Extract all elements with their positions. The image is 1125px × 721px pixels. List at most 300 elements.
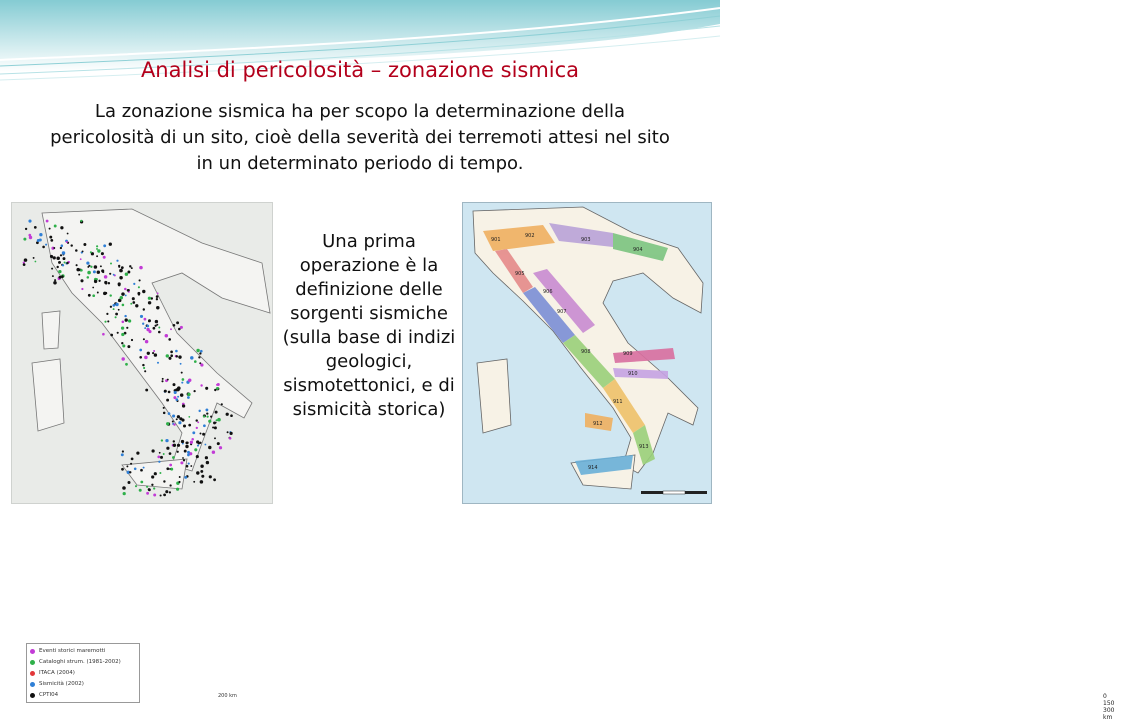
legend-item bbox=[30, 646, 136, 657]
event-dot bbox=[131, 267, 133, 269]
event-dot bbox=[118, 266, 120, 268]
event-dot bbox=[107, 320, 109, 322]
event-dot bbox=[194, 448, 197, 451]
event-dot bbox=[153, 350, 155, 352]
event-dot bbox=[50, 255, 53, 258]
event-dot bbox=[135, 485, 137, 487]
event-dot bbox=[156, 298, 158, 300]
event-dot bbox=[226, 413, 229, 416]
event-dot bbox=[196, 471, 199, 474]
event-dot bbox=[103, 256, 106, 259]
event-dot bbox=[148, 320, 150, 322]
event-dot bbox=[186, 465, 189, 468]
event-dot bbox=[128, 319, 131, 322]
event-dot bbox=[158, 327, 160, 329]
event-dot bbox=[37, 239, 40, 242]
event-dot bbox=[62, 264, 64, 266]
zones-scale-labels bbox=[1103, 693, 1125, 721]
event-dot bbox=[174, 391, 177, 394]
event-dot bbox=[61, 244, 64, 247]
slide-title: Analisi di pericolosità – zonazione sismica bbox=[140, 58, 580, 82]
event-dot bbox=[139, 356, 142, 359]
event-dot bbox=[203, 415, 205, 417]
event-dot bbox=[146, 325, 149, 328]
event-dot bbox=[82, 250, 84, 252]
event-dot bbox=[148, 301, 151, 304]
zone-label: 912 bbox=[593, 421, 603, 427]
event-dot bbox=[181, 372, 183, 374]
event-dot bbox=[198, 442, 200, 444]
zone-label: 910 bbox=[628, 371, 638, 377]
event-dot bbox=[117, 332, 119, 334]
event-dot bbox=[182, 404, 185, 407]
event-dot bbox=[166, 354, 169, 357]
event-dot bbox=[166, 447, 169, 450]
event-dot bbox=[229, 437, 232, 440]
legend-item bbox=[30, 668, 136, 679]
event-dot bbox=[64, 261, 66, 263]
zone-label: 902 bbox=[525, 233, 535, 239]
event-dot bbox=[214, 389, 216, 391]
event-dot bbox=[143, 367, 145, 369]
event-dot bbox=[122, 450, 124, 452]
event-dot bbox=[178, 421, 181, 424]
event-dot bbox=[81, 288, 83, 290]
event-dot bbox=[121, 266, 124, 269]
event-dot bbox=[178, 355, 181, 358]
event-dot bbox=[76, 264, 78, 266]
event-dot bbox=[180, 326, 183, 329]
event-dot bbox=[217, 418, 221, 422]
event-dot bbox=[154, 472, 157, 475]
event-dot bbox=[135, 304, 138, 307]
legend-swatch bbox=[30, 682, 35, 687]
event-dot bbox=[208, 420, 211, 423]
event-dot bbox=[25, 228, 27, 230]
event-dot bbox=[133, 283, 135, 285]
event-dot bbox=[115, 303, 118, 306]
event-dot bbox=[118, 282, 121, 285]
event-dot bbox=[205, 387, 208, 390]
event-dot bbox=[183, 459, 185, 461]
event-dot bbox=[163, 453, 165, 455]
event-dot bbox=[96, 245, 98, 247]
event-dot bbox=[229, 432, 232, 435]
event-dot bbox=[103, 292, 107, 296]
event-dot bbox=[173, 396, 176, 399]
event-dot bbox=[115, 313, 118, 316]
event-dot bbox=[169, 484, 171, 486]
event-dot bbox=[138, 286, 140, 288]
scale-tick: 150 bbox=[1103, 700, 1115, 707]
event-dot bbox=[80, 258, 82, 260]
event-dot bbox=[146, 492, 149, 495]
event-dot bbox=[192, 431, 195, 434]
event-dot bbox=[148, 330, 151, 333]
seismicity-map bbox=[11, 202, 273, 699]
event-dot bbox=[140, 481, 143, 484]
event-dot bbox=[93, 270, 96, 273]
event-dot bbox=[175, 350, 178, 353]
event-dot bbox=[168, 338, 171, 341]
event-dot bbox=[60, 247, 62, 249]
event-dot bbox=[96, 255, 98, 257]
event-dot bbox=[154, 353, 157, 356]
event-dot bbox=[172, 420, 174, 422]
event-dot bbox=[61, 275, 64, 278]
event-dot bbox=[170, 351, 173, 354]
event-dot bbox=[121, 342, 123, 344]
zone-label: 905 bbox=[515, 271, 525, 277]
event-dot bbox=[165, 334, 168, 337]
legend-label: Cataloghi strum. (1981-2002) bbox=[39, 659, 121, 665]
event-dot bbox=[103, 244, 106, 247]
event-dot bbox=[185, 445, 188, 448]
event-dot bbox=[33, 257, 35, 259]
event-dot bbox=[24, 258, 28, 262]
event-dot bbox=[168, 391, 171, 394]
legend-item bbox=[30, 690, 136, 701]
event-dot bbox=[106, 313, 108, 315]
event-dot bbox=[100, 265, 102, 267]
event-dot bbox=[188, 424, 191, 427]
event-dot bbox=[167, 379, 169, 381]
event-dot bbox=[209, 475, 212, 478]
event-dot bbox=[180, 363, 182, 365]
event-dot bbox=[190, 441, 193, 444]
event-dot bbox=[126, 327, 128, 329]
event-dot bbox=[109, 294, 111, 296]
event-dot bbox=[157, 292, 159, 294]
event-dot bbox=[66, 262, 69, 265]
event-dot bbox=[140, 315, 143, 318]
event-dot bbox=[166, 422, 169, 425]
event-dot bbox=[169, 452, 172, 455]
event-dot bbox=[158, 461, 160, 463]
event-dot bbox=[132, 301, 135, 304]
event-dot bbox=[165, 439, 168, 442]
event-dot bbox=[173, 444, 176, 447]
event-dot bbox=[131, 458, 134, 461]
event-dot bbox=[130, 303, 132, 305]
event-dot bbox=[148, 297, 151, 300]
event-dot bbox=[151, 475, 154, 478]
event-dot bbox=[144, 318, 147, 321]
event-dot bbox=[193, 481, 195, 483]
event-dot bbox=[122, 486, 126, 490]
event-dot bbox=[210, 416, 212, 418]
event-dot bbox=[136, 451, 139, 454]
event-dot bbox=[197, 445, 199, 447]
event-dot bbox=[58, 270, 61, 273]
event-dot bbox=[53, 281, 57, 285]
event-dot bbox=[181, 382, 183, 384]
event-dot bbox=[164, 390, 167, 393]
event-dot bbox=[121, 333, 124, 336]
event-dot bbox=[125, 294, 127, 296]
event-dot bbox=[156, 324, 158, 326]
event-dot bbox=[180, 393, 183, 396]
event-dot bbox=[200, 470, 203, 473]
event-dot bbox=[92, 287, 94, 289]
event-dot bbox=[83, 243, 86, 246]
event-dot bbox=[142, 323, 144, 325]
event-dot bbox=[138, 293, 140, 295]
event-dot bbox=[122, 321, 125, 324]
intro-paragraph: La zonazione sismica ha per scopo la determinazione della pericolosità di un sito, cioè della severità dei terremoti attesi nel sito in un determinato periodo di tempo. bbox=[50, 101, 670, 174]
event-dot bbox=[49, 236, 52, 239]
event-dot bbox=[104, 281, 107, 284]
event-dot bbox=[54, 225, 57, 228]
event-dot bbox=[102, 271, 104, 273]
event-dot bbox=[42, 246, 45, 249]
event-dot bbox=[215, 422, 217, 424]
event-dot bbox=[198, 356, 200, 358]
event-dot bbox=[148, 488, 151, 491]
event-dot bbox=[143, 338, 145, 340]
event-dot bbox=[92, 294, 95, 297]
event-dot bbox=[163, 407, 165, 409]
event-dot bbox=[187, 454, 190, 457]
event-dot bbox=[110, 334, 113, 337]
event-dot bbox=[187, 393, 190, 396]
event-dot bbox=[203, 424, 206, 427]
event-dot bbox=[216, 387, 219, 390]
event-dot bbox=[190, 465, 192, 467]
event-dot bbox=[153, 494, 156, 497]
event-dot bbox=[162, 378, 164, 380]
zone-label: 911 bbox=[613, 399, 623, 405]
event-dot bbox=[152, 352, 154, 354]
event-dot bbox=[78, 274, 80, 276]
event-dot bbox=[179, 476, 181, 478]
event-dot bbox=[166, 399, 169, 402]
zone-label: 903 bbox=[581, 237, 591, 243]
event-dot bbox=[122, 344, 125, 347]
event-dot bbox=[196, 349, 199, 352]
event-dot bbox=[206, 461, 209, 464]
event-dot bbox=[193, 390, 195, 392]
event-dot bbox=[121, 357, 124, 360]
zones-scale-bar bbox=[641, 491, 707, 494]
event-dot bbox=[139, 349, 142, 352]
event-dot bbox=[132, 297, 135, 300]
zone-label: 904 bbox=[633, 247, 643, 253]
seismic-zones-map bbox=[462, 202, 1115, 721]
map-legend bbox=[26, 643, 140, 703]
event-dot bbox=[23, 263, 26, 266]
event-dot bbox=[144, 327, 146, 329]
event-dot bbox=[52, 275, 54, 277]
sardinia-land bbox=[477, 359, 511, 433]
legend-swatch bbox=[30, 660, 35, 665]
event-dot bbox=[57, 266, 59, 268]
event-dot bbox=[208, 446, 211, 449]
event-dot bbox=[170, 468, 173, 471]
event-dot bbox=[173, 423, 175, 425]
event-dot bbox=[67, 233, 69, 235]
event-dot bbox=[59, 276, 62, 279]
event-dot bbox=[217, 383, 220, 386]
event-dot bbox=[166, 467, 169, 470]
event-dot bbox=[190, 356, 193, 359]
event-dot bbox=[119, 269, 123, 273]
zone-label: 914 bbox=[588, 465, 598, 471]
event-dot bbox=[153, 487, 155, 489]
event-dot bbox=[28, 234, 31, 237]
event-dot bbox=[96, 248, 98, 250]
event-dot bbox=[169, 491, 171, 493]
event-dot bbox=[160, 456, 163, 459]
event-dot bbox=[170, 355, 172, 357]
event-dot bbox=[187, 451, 190, 454]
event-dot bbox=[163, 480, 165, 482]
event-dot bbox=[101, 252, 104, 255]
event-dot bbox=[104, 321, 106, 323]
event-dot bbox=[90, 251, 92, 253]
event-dot bbox=[219, 446, 222, 449]
legend-label: Eventi storici maremotti bbox=[39, 648, 106, 654]
event-dot bbox=[28, 220, 31, 223]
event-dot bbox=[160, 494, 162, 496]
event-dot bbox=[35, 261, 37, 263]
event-dot bbox=[98, 280, 100, 282]
event-dot bbox=[182, 378, 185, 381]
event-dot bbox=[170, 328, 172, 330]
event-dot bbox=[173, 383, 176, 386]
event-dot bbox=[157, 456, 160, 459]
event-dot bbox=[60, 254, 62, 256]
event-dot bbox=[121, 468, 124, 471]
event-dot bbox=[109, 243, 112, 246]
event-dot bbox=[119, 276, 122, 279]
event-dot bbox=[80, 220, 82, 222]
event-dot bbox=[181, 440, 184, 443]
legend-label: Sismicità (2002) bbox=[39, 681, 84, 687]
event-dot bbox=[113, 274, 115, 276]
event-dot bbox=[212, 426, 214, 428]
event-dot bbox=[172, 456, 175, 459]
event-dot bbox=[212, 451, 215, 454]
italy-landmass bbox=[42, 209, 270, 471]
event-dot bbox=[46, 220, 49, 223]
event-dot bbox=[139, 489, 142, 492]
event-dot bbox=[161, 380, 163, 382]
event-dot bbox=[102, 333, 105, 336]
event-dot bbox=[140, 469, 143, 472]
event-dot bbox=[151, 484, 153, 486]
zone-label: 901 bbox=[491, 237, 501, 243]
event-dot bbox=[184, 450, 187, 453]
event-dot bbox=[194, 360, 197, 363]
event-dot bbox=[215, 411, 218, 414]
event-dot bbox=[173, 324, 176, 327]
event-dot bbox=[90, 266, 92, 268]
event-dot bbox=[129, 471, 131, 473]
event-dot bbox=[175, 388, 178, 391]
scale-tick: 300 km bbox=[1103, 707, 1115, 721]
event-dot bbox=[188, 379, 192, 383]
event-dot bbox=[191, 438, 194, 441]
event-dot bbox=[159, 452, 161, 454]
event-dot bbox=[23, 238, 26, 241]
event-dot bbox=[155, 320, 158, 323]
event-dot bbox=[131, 339, 133, 341]
legend-item bbox=[30, 657, 136, 668]
event-dot bbox=[125, 272, 128, 275]
legend-label: ITACA (2004) bbox=[39, 670, 75, 676]
legend-swatch bbox=[30, 671, 35, 676]
event-dot bbox=[94, 280, 97, 283]
event-dot bbox=[127, 289, 130, 292]
event-dot bbox=[146, 486, 148, 488]
event-dot bbox=[130, 463, 132, 465]
event-dot bbox=[124, 315, 126, 317]
scale-tick: 0 bbox=[1103, 693, 1107, 700]
zone-label: 909 bbox=[623, 351, 633, 357]
event-dot bbox=[178, 481, 180, 483]
event-dot bbox=[169, 464, 172, 467]
zone-label: 913 bbox=[639, 444, 649, 450]
event-dot bbox=[177, 396, 179, 398]
event-dot bbox=[182, 457, 184, 459]
event-dot bbox=[115, 316, 117, 318]
event-dot bbox=[66, 241, 68, 243]
event-dot bbox=[143, 308, 145, 310]
zones-map-graphic bbox=[463, 203, 711, 503]
event-dot bbox=[177, 415, 180, 418]
body-text: Una prima operazione è la definizione delle sorgenti sismiche (sulla base di indizi geologici, sismotettonici, e di sismicità storica) bbox=[282, 231, 456, 420]
corsica bbox=[42, 311, 60, 349]
event-dot bbox=[163, 412, 166, 415]
event-dot bbox=[201, 475, 204, 478]
event-dot bbox=[145, 340, 149, 344]
event-dot bbox=[144, 370, 146, 372]
event-dot bbox=[45, 244, 47, 246]
event-dot bbox=[50, 239, 53, 242]
event-dot bbox=[168, 412, 171, 415]
event-dot bbox=[127, 481, 130, 484]
legend-item bbox=[30, 679, 136, 690]
event-dot bbox=[58, 261, 61, 264]
event-dot bbox=[121, 326, 124, 329]
event-dot bbox=[104, 275, 108, 279]
event-dot bbox=[188, 416, 190, 418]
event-dot bbox=[176, 321, 179, 324]
event-dot bbox=[125, 363, 128, 366]
event-dot bbox=[56, 257, 60, 261]
event-dot bbox=[200, 480, 204, 484]
event-dot bbox=[188, 463, 190, 465]
seismicity-map-graphic bbox=[12, 203, 272, 503]
event-dot bbox=[97, 270, 100, 273]
event-dot bbox=[51, 268, 53, 270]
event-dot bbox=[230, 414, 233, 417]
event-dot bbox=[200, 350, 203, 353]
event-dot bbox=[54, 279, 56, 281]
event-dot bbox=[63, 257, 66, 260]
event-dot bbox=[88, 294, 91, 297]
event-dot bbox=[120, 296, 123, 299]
event-dot bbox=[110, 262, 112, 264]
event-dot bbox=[204, 444, 206, 446]
event-dot bbox=[94, 265, 98, 269]
event-dot bbox=[87, 271, 91, 275]
event-dot bbox=[121, 292, 124, 295]
event-dot bbox=[156, 295, 159, 298]
event-dot bbox=[97, 249, 100, 252]
event-dot bbox=[159, 472, 161, 474]
